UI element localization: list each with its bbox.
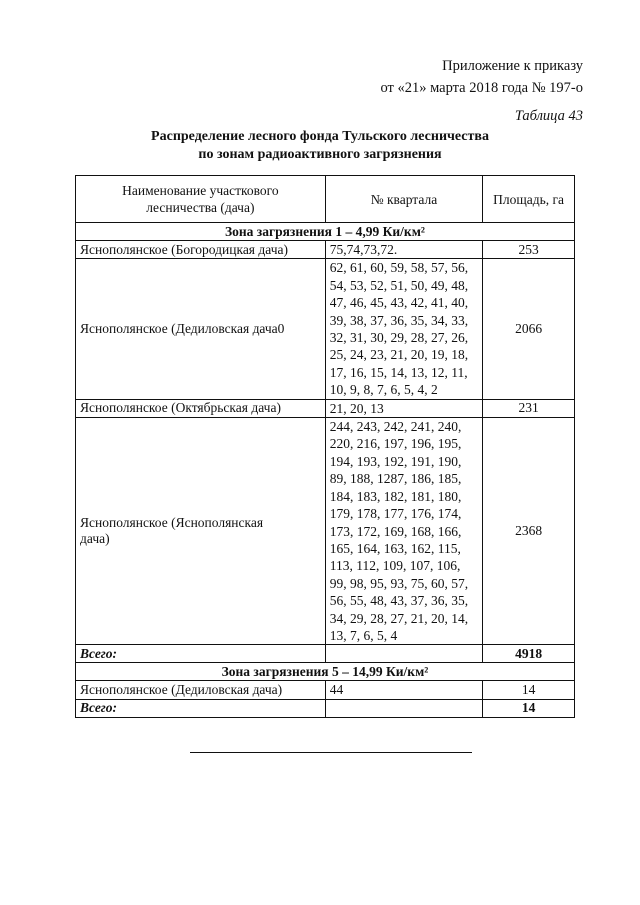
row-quarters: 44 [325, 681, 482, 699]
document-title [0, 128, 640, 164]
row-name: Яснополянское (Октябрьская дача) [76, 399, 326, 417]
row-name: Яснополянское (Дедиловская дача0 [76, 259, 326, 399]
total-empty [325, 699, 482, 717]
table-row [76, 259, 575, 399]
appendix-note [380, 55, 583, 99]
table-row [76, 681, 575, 699]
forest-distribution-table [75, 175, 575, 718]
row-quarters: 244, 243, 242, 241, 240, 220, 216, 197, 196, 195, 194, 193, 192, 191, 190, 89, 188, 1287, 186, 185, 184, 183, 182, 181, 180, 179, 178, 177, 176, 174, 173, 172, 169, 168, 166, 165, 164, 163, 162, 115, 113, 112, 109, 107, 106, 99, 98, 95, 93, 75, 60, 57, 56, 55, 48, 43, 37, 36, 35, 34, 29, 28, 27, 21, 20, 14, 13, 7, 6, 5, 4 [325, 418, 482, 645]
row-name: Яснополянское (Яснополянская дача) [76, 418, 326, 645]
total-label: Всего: [76, 645, 326, 663]
table-row [76, 241, 575, 259]
table-header-row [76, 176, 575, 223]
row-name: Яснополянское (Богородицкая дача) [76, 241, 326, 259]
table-row [76, 418, 575, 645]
zone-2-row [76, 663, 575, 681]
table-number: Таблица 43 [514, 108, 583, 124]
row-quarters: 21, 20, 13 [325, 399, 482, 417]
row-area: 253 [483, 241, 575, 259]
total-empty [325, 645, 482, 663]
zone-2-title: Зона загрязнения 5 – 14,99 Ки/км² [76, 663, 575, 681]
closing-line [190, 752, 472, 753]
header-area: Площадь, га [483, 176, 575, 223]
row-name: Яснополянское (Дедиловская дача) [76, 681, 326, 699]
total-value: 14 [483, 699, 575, 717]
row-area: 14 [483, 681, 575, 699]
total-label: Всего: [76, 699, 326, 717]
appendix-line-1: Приложение к приказу [442, 58, 583, 74]
zone-2-total-row [76, 699, 575, 717]
title-line-1: Распределение лесного фонда Тульского лесничества [151, 129, 489, 144]
table-row [76, 399, 575, 417]
row-quarters: 62, 61, 60, 59, 58, 57, 56, 54, 53, 52, 51, 50, 49, 48, 47, 46, 45, 43, 42, 41, 40, 39, 38, 37, 36, 35, 34, 33, 32, 31, 30, 29, 28, 27, 26, 25, 24, 23, 21, 20, 19, 18, 17, 16, 15, 14, 13, 12, 11, 10, 9, 8, 7, 6, 5, 4, 2 [325, 259, 482, 399]
header-quarter: № квартала [325, 176, 482, 223]
header-name: Наименование участкового лесничества (дача) [76, 176, 326, 223]
row-area: 2066 [483, 259, 575, 399]
title-line-2: по зонам радиоактивного загрязнения [198, 147, 442, 162]
zone-1-title: Зона загрязнения 1 – 4,99 Ки/км² [76, 223, 575, 241]
row-area: 2368 [483, 418, 575, 645]
zone-1-row [76, 223, 575, 241]
row-quarters: 75,74,73,72. [325, 241, 482, 259]
zone-1-total-row [76, 645, 575, 663]
appendix-line-2: от «21» марта 2018 года № 197-о [380, 80, 583, 96]
total-value: 4918 [483, 645, 575, 663]
row-area: 231 [483, 399, 575, 417]
